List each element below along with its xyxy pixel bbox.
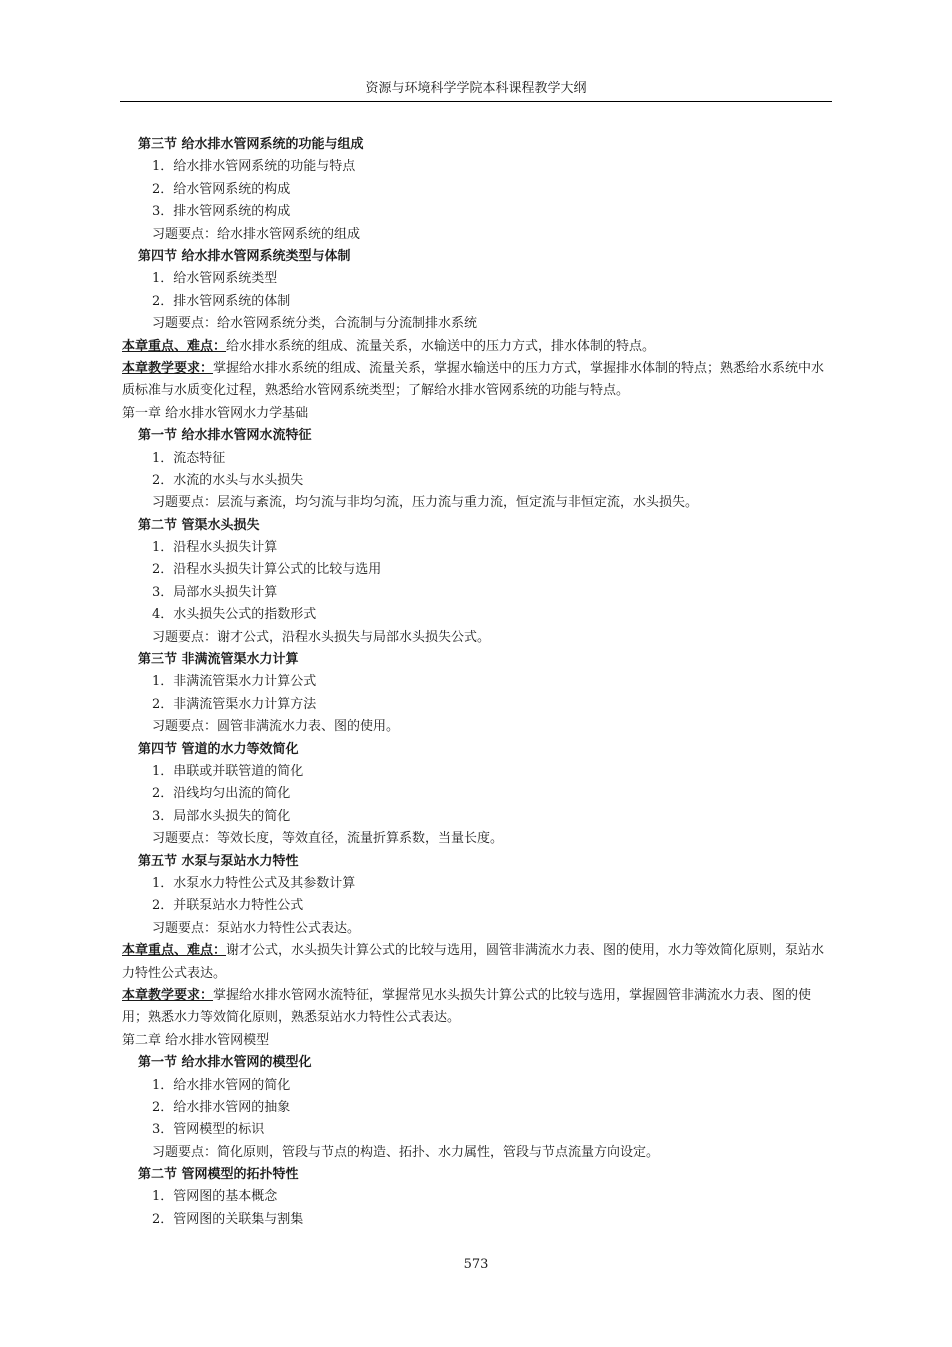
list-item: 2．排水管网系统的体制 — [152, 293, 291, 309]
list-item: 3．局部水头损失的简化 — [152, 808, 291, 824]
exercise-note: 习题要点：给水管网系统分类，合流制与分流制排水系统 — [152, 316, 478, 332]
chapter-summary — [122, 940, 832, 985]
list-item: 2．沿程水头损失计算公式的比较与选用 — [152, 562, 382, 578]
summary-text: 谢才公式，水头损失计算公式的比较与选用，圆管非满流水力表、图的使用，水力等效简化原则，泵站水力特性公式表达。 — [122, 943, 825, 981]
exercise-note: 习题要点：层流与紊流，均匀流与非均匀流，压力流与重力流，恒定流与非恒定流，水头损失。 — [152, 495, 699, 511]
exercise-note: 习题要点：简化原则，管段与节点的构造、拓扑、水力属性，管段与节点流量方向设定。 — [152, 1144, 660, 1160]
document-body — [122, 134, 832, 1231]
page-number: 573 — [463, 1257, 489, 1272]
list-item: 1．给水排水管网的简化 — [152, 1077, 291, 1093]
exercise-note: 习题要点：圆管非满流水力表、图的使用。 — [152, 719, 400, 735]
section-heading: 第一节 给水排水管网水流特征 — [138, 428, 312, 444]
list-item: 3．管网模型的标识 — [152, 1122, 265, 1138]
exercise-note: 习题要点：等效长度，等效直径，流量折算系数，当量长度。 — [152, 831, 504, 847]
list-item: 1．串联或并联管道的简化 — [152, 763, 304, 779]
list-item: 1．给水排水管网系统的功能与特点 — [152, 159, 356, 175]
list-item: 1．管网图的基本概念 — [152, 1189, 278, 1205]
chapter-summary — [122, 336, 832, 358]
section-heading: 第四节 给水排水管网系统类型与体制 — [138, 248, 351, 264]
exercise-note: 习题要点：泵站水力特性公式表达。 — [152, 920, 361, 936]
page-header: 资源与环境科学学院本科课程教学大纲 — [365, 81, 587, 96]
list-item: 4．水头损失公式的指数形式 — [152, 607, 317, 623]
summary-text: 掌握给水排水管网水流特征，掌握常见水头损失计算公式的比较与选用，掌握圆管非满流水力表、图的使用；熟悉水力等效简化原则，熟悉泵站水力特性公式表达。 — [122, 987, 812, 1026]
list-item: 3．局部水头损失计算 — [152, 584, 278, 600]
header-rule — [120, 101, 832, 102]
summary-label: 本章教学要求： — [122, 987, 214, 1003]
summary-label: 本章重点、难点： — [122, 943, 227, 959]
list-item: 2．沿线均匀出流的简化 — [152, 786, 291, 802]
section-heading: 第二节 管网模型的拓扑特性 — [138, 1167, 299, 1183]
list-item: 2．水流的水头与水头损失 — [152, 472, 304, 488]
section-heading: 第二节 管渠水头损失 — [138, 517, 260, 533]
chapter-heading: 第一章 给水排水管网水力学基础 — [122, 405, 309, 421]
list-item: 2．并联泵站水力特性公式 — [152, 898, 304, 914]
exercise-note: 习题要点：谢才公式，沿程水头损失与局部水头损失公式。 — [152, 629, 491, 645]
list-item: 2．给水管网系统的构成 — [152, 181, 291, 197]
chapter-summary — [122, 985, 832, 1030]
chapter-heading: 第二章 给水排水管网模型 — [122, 1032, 270, 1048]
list-item: 1．水泵水力特性公式及其参数计算 — [152, 875, 356, 891]
list-item: 2．非满流管渠水力计算方法 — [152, 696, 317, 712]
list-item: 1．非满流管渠水力计算公式 — [152, 674, 317, 690]
section-heading: 第三节 给水排水管网系统的功能与组成 — [138, 137, 364, 152]
list-item: 1．沿程水头损失计算 — [152, 540, 278, 556]
chapter-summary — [122, 358, 832, 403]
section-heading: 第四节 管道的水力等效简化 — [138, 741, 299, 757]
section-heading: 第一节 给水排水管网的模型化 — [138, 1055, 312, 1071]
list-item: 2．给水排水管网的抽象 — [152, 1099, 291, 1115]
list-item: 1．流态特征 — [152, 450, 226, 466]
list-item: 1．给水管网系统类型 — [152, 271, 278, 287]
list-item: 2．管网图的关联集与割集 — [152, 1211, 304, 1227]
section-heading: 第三节 非满流管渠水力计算 — [138, 652, 299, 668]
list-item: 3．排水管网系统的构成 — [152, 204, 291, 220]
section-heading: 第五节 水泵与泵站水力特性 — [138, 853, 299, 869]
summary-label: 本章重点、难点： — [122, 338, 227, 354]
exercise-note: 习题要点：给水排水管网系统的组成 — [152, 226, 361, 242]
summary-label: 本章教学要求： — [122, 360, 214, 376]
summary-text: 给水排水系统的组成、流量关系，水输送中的压力方式，排水体制的特点。 — [226, 338, 656, 354]
summary-text: 掌握给水排水系统的组成、流量关系，掌握水输送中的压力方式，掌握排水体制的特点；熟悉给水系统中水质标准与水质变化过程，熟悉给水管网系统类型；了解给水排水管网系统的功能与特点。 — [122, 360, 825, 399]
